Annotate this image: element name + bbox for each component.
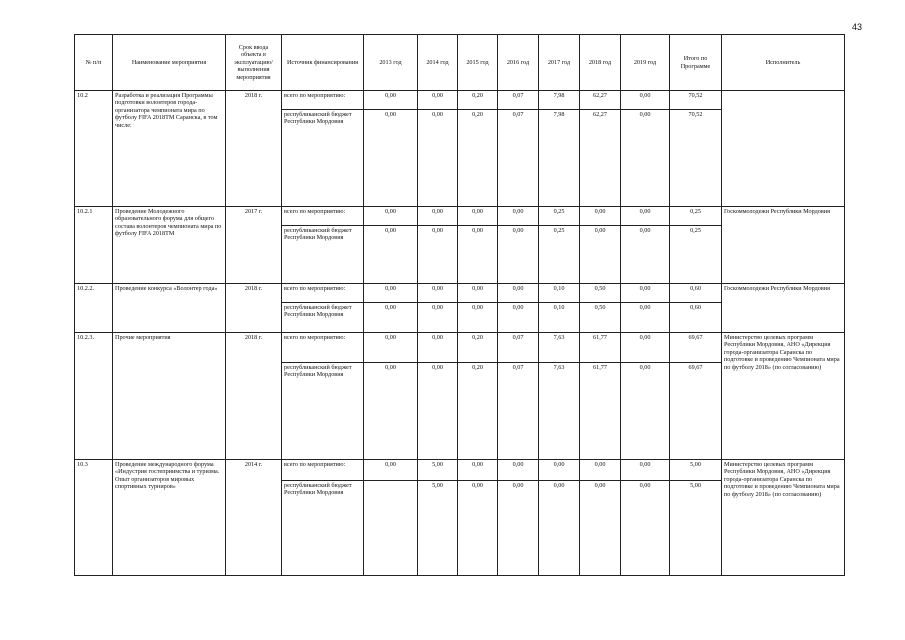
header-source: Источник финансирования (282, 35, 364, 91)
row-term: 2018 г. (226, 333, 282, 460)
row-value: 0,00 (498, 226, 539, 284)
row-num: 10.3 (75, 460, 113, 576)
row-term: 2017 г. (226, 207, 282, 284)
program-table (74, 34, 845, 576)
row-source-total: всего по мероприятию: (282, 284, 364, 303)
row-value: 0,00 (621, 460, 670, 481)
row-value: 0,10 (539, 303, 580, 333)
row-value: 0,25 (670, 226, 722, 284)
row-value: 0,00 (458, 207, 498, 226)
row-term: 2014 г. (226, 460, 282, 576)
row-value: 0,00 (539, 481, 580, 576)
row-value: 0,00 (418, 333, 458, 363)
row-executor: Министерство целевых программ Республики Мордовия, АНО «Дирекция города-организатора Саранска по подготовке и проведению Чемпионата мира по футболу 2018» (по согласованию) (722, 333, 845, 460)
row-value: 0,00 (418, 363, 458, 460)
row-value: 0,50 (580, 284, 621, 303)
row-name: Разработка и реализация Программы подготовки волонтеров города-организатора чемпионата мира по футболу FIFA 2018TM Саранска, в том числе: (113, 91, 226, 207)
row-value: 0,07 (498, 363, 539, 460)
row-value: 0,20 (458, 110, 498, 207)
header-2015: 2015 год (458, 35, 498, 91)
row-value: 62,27 (580, 91, 621, 110)
row-value: 0,00 (621, 226, 670, 284)
row-value: 0,07 (498, 91, 539, 110)
row-value: 0,00 (621, 481, 670, 576)
row-value: 0,20 (458, 91, 498, 110)
row-value: 0,00 (580, 226, 621, 284)
row-value: 0,00 (621, 303, 670, 333)
row-value: 0,00 (364, 363, 418, 460)
row-value: 0,00 (458, 460, 498, 481)
header-2013: 2013 год (364, 35, 418, 91)
row-value: 0,07 (498, 333, 539, 363)
row-term: 2018 г. (226, 284, 282, 333)
row-source-total: всего по мероприятию: (282, 460, 364, 481)
header-2018: 2018 год (580, 35, 621, 91)
row-value: 0,00 (580, 481, 621, 576)
row-value: 0,00 (498, 481, 539, 576)
row-value: 62,27 (580, 110, 621, 207)
table-header-row (75, 35, 845, 91)
row-value: 0,00 (364, 460, 418, 481)
row-value: 0,00 (418, 110, 458, 207)
row-value: 0,20 (458, 333, 498, 363)
row-value: 0,25 (539, 207, 580, 226)
row-executor: Госкоммолодежи Республики Мордовия (722, 207, 845, 284)
row-value: 0,00 (364, 303, 418, 333)
row-name: Проведение Молодежного образовательного форума для общего состава волонтеров чемпионата мира по футболу FIFA 2018TM (113, 207, 226, 284)
header-2017: 2017 год (539, 35, 580, 91)
row-value: 0,00 (364, 284, 418, 303)
row-value: 0,60 (670, 284, 722, 303)
row-name: Проведение международного форума «Индустрия гостеприимства и туризма. Опыт организаторов мировых спортивных турниров» (113, 460, 226, 576)
row-value: 0,00 (364, 91, 418, 110)
row-executor (722, 91, 845, 207)
row-value: 7,63 (539, 363, 580, 460)
row-value: 0,00 (418, 226, 458, 284)
row-value: 0,00 (364, 226, 418, 284)
row-value: 70,52 (670, 110, 722, 207)
row-value: 0,00 (458, 226, 498, 284)
row-value: 0,00 (621, 333, 670, 363)
header-2016: 2016 год (498, 35, 539, 91)
row-value: 0,00 (498, 460, 539, 481)
row-value: 0,00 (418, 207, 458, 226)
table-row (75, 460, 845, 481)
row-value: 0,00 (418, 91, 458, 110)
row-value: 70,52 (670, 91, 722, 110)
row-value: 0,10 (539, 284, 580, 303)
row-value: 0,00 (498, 207, 539, 226)
row-value: 0,00 (498, 303, 539, 333)
row-num: 10.2 (75, 91, 113, 207)
row-value (364, 481, 418, 576)
row-value: 5,00 (670, 481, 722, 576)
table-row (75, 333, 845, 363)
row-value: 0,00 (364, 207, 418, 226)
row-value: 7,63 (539, 333, 580, 363)
header-name: Наименование мероприятия (113, 35, 226, 91)
header-2014: 2014 год (418, 35, 458, 91)
row-source-total: всего по мероприятию: (282, 91, 364, 110)
row-value: 0,20 (458, 363, 498, 460)
row-value: 0,00 (621, 363, 670, 460)
table-row (75, 91, 845, 110)
row-value: 0,50 (580, 303, 621, 333)
row-value: 0,00 (364, 110, 418, 207)
header-term: Срок ввода объекта в эксплуатацию/ выполнения мероприятия (226, 35, 282, 91)
row-value: 69,67 (670, 333, 722, 363)
row-name: Прочие мероприятия (113, 333, 226, 460)
row-value: 5,00 (418, 460, 458, 481)
row-source-total: всего по мероприятию: (282, 207, 364, 226)
row-value: 0,00 (621, 91, 670, 110)
row-value: 7,98 (539, 110, 580, 207)
row-value: 0,00 (364, 333, 418, 363)
row-value: 0,07 (498, 110, 539, 207)
row-value: 0,60 (670, 303, 722, 333)
row-term: 2018 г. (226, 91, 282, 207)
header-total: Итого по Программе (670, 35, 722, 91)
page-number: 43 (852, 22, 863, 32)
header-num: № п/п (75, 35, 113, 91)
row-source-budget: республиканский бюджет Республики Мордовия (282, 226, 364, 284)
table-row (75, 284, 845, 303)
row-executor: Госкоммолодежи Республики Мордовия (722, 284, 845, 333)
row-num: 10.2.3. (75, 333, 113, 460)
row-source-budget: республиканский бюджет Республики Мордовия (282, 363, 364, 460)
row-value: 0,00 (458, 303, 498, 333)
row-value: 61,77 (580, 333, 621, 363)
row-value: 0,00 (621, 284, 670, 303)
row-source-total: всего по мероприятию: (282, 333, 364, 363)
row-value: 0,00 (621, 110, 670, 207)
row-value: 0,00 (458, 284, 498, 303)
row-source-budget: республиканский бюджет Республики Мордовия (282, 110, 364, 207)
row-value: 0,00 (580, 207, 621, 226)
row-name: Проведение конкурса «Волонтер года» (113, 284, 226, 333)
row-value: 0,00 (498, 284, 539, 303)
row-value: 5,00 (418, 481, 458, 576)
row-value: 5,00 (670, 460, 722, 481)
row-executor: Министерство целевых программ Республики Мордовия, АНО «Дирекция города-организатора Саранска по подготовке и проведению Чемпионата мира по футболу 2018» (по согласованию) (722, 460, 845, 576)
row-value: 0,25 (670, 207, 722, 226)
row-value: 0,00 (458, 481, 498, 576)
row-source-budget: республиканский бюджет Республики Мордовия (282, 481, 364, 576)
row-num: 10.2.1 (75, 207, 113, 284)
row-value: 7,98 (539, 91, 580, 110)
row-value: 61,77 (580, 363, 621, 460)
row-value: 0,00 (580, 460, 621, 481)
row-value: 0,00 (418, 303, 458, 333)
row-value: 69,67 (670, 363, 722, 460)
row-value: 0,00 (418, 284, 458, 303)
row-num: 10.2.2. (75, 284, 113, 333)
row-value: 0,00 (621, 207, 670, 226)
header-executor: Исполнитель (722, 35, 845, 91)
header-2019: 2019 год (621, 35, 670, 91)
row-value: 0,00 (539, 460, 580, 481)
table-row (75, 207, 845, 226)
row-value: 0,25 (539, 226, 580, 284)
row-source-budget: республиканский бюджет Республики Мордовия (282, 303, 364, 333)
